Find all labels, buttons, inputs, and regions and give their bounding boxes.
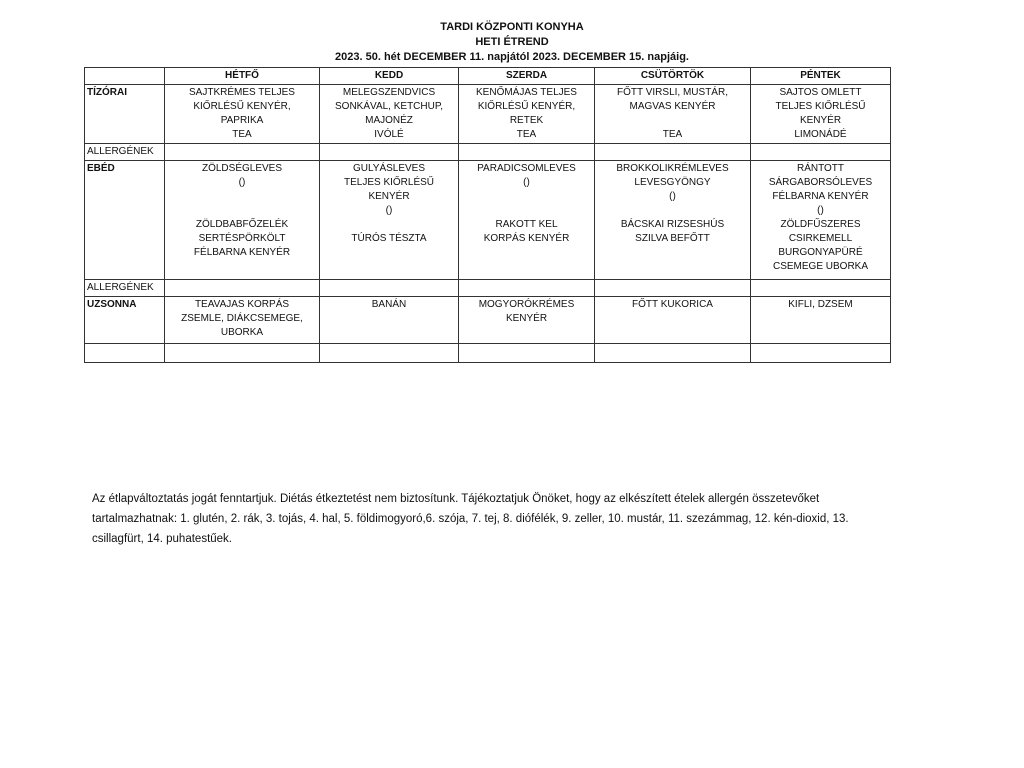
ebed-friday: RÁNTOTT SÁRGABORSÓLEVES FÉLBARNA KENYÉR () ZÖLDFŰSZERES CSIRKEMELL BURGONYAPÜRÉ CSEMEGE UBORKA: [751, 161, 891, 280]
tizorai-monday: SAJTKRÉMES TELJES KIŐRLÉSŰ KENYÉR, PAPRIKA TEA: [165, 85, 320, 144]
empty-cell: [459, 344, 595, 363]
tizorai-friday: SAJTOS OMLETT TELJES KIŐRLÉSŰ KENYÉR LIMONÁDÉ: [751, 85, 891, 144]
ebed-thursday: BROKKOLIKRÉMLEVES LEVESGYÖNGY () BÁCSKAI RIZSESHÚS SZILVA BEFŐTT: [595, 161, 751, 280]
corner-cell: [85, 68, 165, 85]
table-row: [85, 280, 891, 297]
allergen-cell: [459, 280, 595, 297]
table-row: [85, 85, 891, 144]
tizorai-thursday: FŐTT VIRSLI, MUSTÁR, MAGVAS KENYÉR TEA: [595, 85, 751, 144]
menu-title: HETI ÉTREND: [475, 36, 549, 48]
tizorai-wednesday: KENŐMÁJAS TELJES KIŐRLÉSŰ KENYÉR, RETEK TEA: [459, 85, 595, 144]
uzsonna-monday: TEAVAJAS KORPÁS ZSEMLE, DIÁKCSEMEGE, UBORKA: [165, 297, 320, 344]
tizorai-tuesday: MELEGSZENDVICS SONKÁVAL, KETCHUP, MAJONÉZ IVÓLÉ: [320, 85, 459, 144]
empty-cell: [595, 344, 751, 363]
table-row: [85, 344, 891, 363]
table-row: [85, 297, 891, 344]
row-label-allergens: ALLERGÉNEK: [85, 144, 165, 161]
ebed-tuesday: GULYÁSLEVES TELJES KIŐRLÉSŰ KENYÉR () TÚRÓS TÉSZTA: [320, 161, 459, 280]
allergen-cell: [320, 144, 459, 161]
day-header-row: [85, 68, 891, 85]
table-row: [85, 161, 891, 280]
allergen-cell: [165, 280, 320, 297]
day-header-thursday: CSÜTÖRTÖK: [595, 68, 751, 85]
allergen-cell: [165, 144, 320, 161]
empty-cell: [85, 344, 165, 363]
allergen-cell: [595, 280, 751, 297]
allergen-notice: Az étlapváltoztatás jogát fenntartjuk. Diétás étkeztetést nem biztosítunk. Tájékoztatjuk Önöket, hogy az elkészített ételek allergén összetevőket tartalmazhatnak: 1. glutén, 2. rák, 3. tojás, 4. hal, 5. földimogyoró,6. szója, 7. tej, 8. diófélék, 9. zeller, 10. mustár, 11. szezámmag, 12. kén-dioxid, 13. csillagfürt, 14. puhatestűek.: [92, 493, 849, 545]
allergen-cell: [751, 280, 891, 297]
ebed-wednesday: PARADICSOMLEVES () RAKOTT KEL KORPÁS KENYÉR: [459, 161, 595, 280]
allergen-cell: [320, 280, 459, 297]
row-label-tizorai: TÍZÓRAI: [85, 85, 165, 144]
uzsonna-tuesday: BANÁN: [320, 297, 459, 344]
row-label-allergens: ALLERGÉNEK: [85, 280, 165, 297]
ebed-monday: ZÖLDSÉGLEVES () ZÖLDBABFŐZELÉK SERTÉSPÖRKÖLT FÉLBARNA KENYÉR: [165, 161, 320, 280]
weekly-menu-table: [84, 67, 891, 363]
day-header-friday: PÉNTEK: [751, 68, 891, 85]
uzsonna-friday: KIFLI, DZSEM: [751, 297, 891, 344]
empty-cell: [320, 344, 459, 363]
day-header-tuesday: KEDD: [320, 68, 459, 85]
allergen-cell: [595, 144, 751, 161]
row-label-ebed: EBÉD: [85, 161, 165, 280]
menu-date-range: 2023. 50. hét DECEMBER 11. napjától 2023. DECEMBER 15. napjáig.: [335, 51, 689, 63]
allergen-cell: [459, 144, 595, 161]
empty-cell: [165, 344, 320, 363]
day-header-wednesday: SZERDA: [459, 68, 595, 85]
row-label-uzsonna: UZSONNA: [85, 297, 165, 344]
day-header-monday: HÉTFŐ: [165, 68, 320, 85]
uzsonna-wednesday: MOGYORÓKRÉMES KENYÉR: [459, 297, 595, 344]
allergen-cell: [751, 144, 891, 161]
table-row: [85, 144, 891, 161]
uzsonna-thursday: FŐTT KUKORICA: [595, 297, 751, 344]
empty-cell: [751, 344, 891, 363]
kitchen-name: TARDI KÖZPONTI KONYHA: [440, 21, 584, 33]
